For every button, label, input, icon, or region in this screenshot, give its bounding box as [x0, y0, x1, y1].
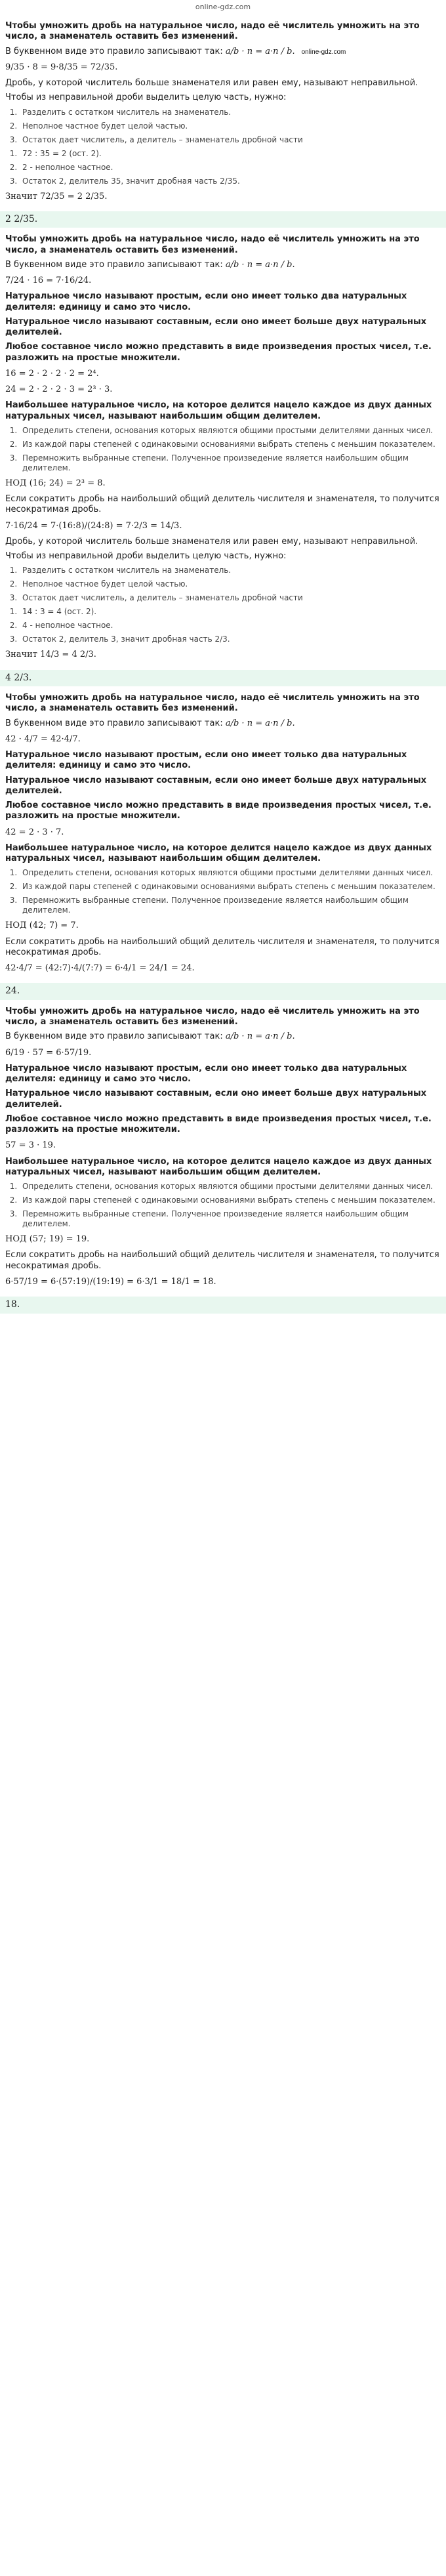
rule-multiply: Чтобы умножить дробь на натуральное число, надо её числитель умножить на это число, а знаменатель оставить без изменений.	[5, 234, 420, 255]
solution-block-2	[0, 228, 446, 669]
step: 3. Перемножить выбранные степени. Полученное произведение является наибольшим общим делителем.	[20, 1209, 441, 1229]
whole-steps-1	[5, 108, 441, 145]
step: 1. 72 : 35 = 2 (ост. 2).	[20, 149, 441, 159]
reduce-rule: Если сократить дробь на наибольший общий делитель числителя и знаменателя, то получится несократимая дробь.	[5, 494, 439, 515]
watermark: online-gdz.com	[301, 48, 346, 56]
gcd-def: Наибольшее натуральное число, на которое делится нацело каждое из двух данных натуральных чисел, называют наибольшим общим делителем.	[5, 400, 432, 421]
factor-rule: Любое составное число можно представить в виде произведения простых чисел, т.е. разложить на простые множители.	[5, 800, 432, 821]
reduce-2: 7·16/24 = 7·(16:8)/(24:8) = 7·2/3 = 14/3.	[5, 520, 182, 531]
step: 2. Из каждой пары степеней с одинаковыми основаниями выбрать степень с меньшим показателем.	[20, 440, 441, 449]
step: 3. Остаток дает числитель, а делитель – знаменатель дробной части	[20, 135, 441, 145]
reduce-3: 42·4/7 = (42:7)·4/(7:7) = 6·4/1 = 24/1 = 24.	[5, 963, 195, 973]
calc-4: 6/19 · 57 = 6·57/19.	[5, 1047, 92, 1058]
letter-form	[5, 260, 441, 270]
step: 1. Определить степени, основания которых являются общими простыми делителями данных чисел.	[20, 1182, 441, 1192]
whole-steps-2	[5, 566, 441, 603]
whole-part-intro: Чтобы из неправильной дроби выделить целую часть, нужно:	[5, 551, 287, 561]
step: 3. Остаток 2, делитель 3, значит дробная часть 2/3.	[20, 634, 441, 644]
step: 1. Разделить с остатком числитель на знаменатель.	[20, 566, 441, 575]
answer-1: 2 2/35.	[0, 211, 446, 228]
improper-def: Дробь, у которой числитель больше знаменателя или равен ему, называют неправильной.	[5, 78, 418, 88]
step: 2. 4 - неполное частное.	[20, 621, 441, 631]
step: 2. Из каждой пары степеней с одинаковыми основаниями выбрать степень с меньшим показателем.	[20, 1195, 441, 1205]
conclusion-2: Значит 14/3 = 4 2/3.	[5, 650, 96, 660]
answer-3: 24.	[0, 983, 446, 1000]
reduce-rule: Если сократить дробь на наибольший общий делитель числителя и знаменателя, то получится несократимая дробь.	[5, 1250, 439, 1271]
factor-57: 57 = 3 · 19.	[5, 1140, 56, 1151]
gcd-2: НОД (16; 24) = 2³ = 8.	[5, 478, 106, 488]
step: 2. 2 - неполное частное.	[20, 163, 441, 173]
letter-form-text: В буквенном виде это правило записывают так:	[5, 718, 223, 728]
improper-def: Дробь, у которой числитель больше знаменателя или равен ему, называют неправильной.	[5, 536, 418, 547]
gcd-steps-4	[5, 1182, 441, 1229]
solution-block-1	[0, 14, 446, 211]
natural-prime: Натуральное число называют простым, если оно имеет только два натуральных делителя: единицу и само это число.	[5, 291, 407, 312]
letter-form	[5, 718, 441, 729]
answer-4: 18.	[0, 1297, 446, 1314]
solution-block-4	[0, 1000, 446, 1297]
solution-block-3	[0, 686, 446, 983]
gcd-def: Наибольшее натуральное число, на которое делится нацело каждое из двух данных натуральных чисел, называют наибольшим общим делителем.	[5, 842, 432, 863]
step: 3. Перемножить выбранные степени. Полученное произведение является наибольшим общим делителем.	[20, 453, 441, 473]
step: 1. Определить степени, основания которых являются общими простыми делителями данных чисел.	[20, 868, 441, 878]
step: 2. Из каждой пары степеней с одинаковыми основаниями выбрать степень с меньшим показателем.	[20, 882, 441, 892]
letter-formula: a/b · n = a·n / b.	[225, 718, 295, 728]
reduce-4: 6·57/19 = 6·(57:19)/(19:19) = 6·3/1 = 18/1 = 18.	[5, 1276, 216, 1287]
site-logo: online-gdz.com	[195, 3, 251, 12]
natural-prime: Натуральное число называют простым, если оно имеет только два натуральных делителя: единицу и само это число.	[5, 750, 407, 771]
worked-steps-1	[5, 149, 441, 186]
answer-2: 4 2/3.	[0, 670, 446, 687]
step: 3. Остаток дает числитель, а делитель – знаменатель дробной части	[20, 593, 441, 603]
natural-composite: Натуральное число называют составным, если оно имеет больше двух натуральных делителей.	[5, 316, 427, 337]
step: 2. Неполное частное будет целой частью.	[20, 121, 441, 131]
gcd-steps-2	[5, 426, 441, 473]
factor-rule: Любое составное число можно представить в виде произведения простых чисел, т.е. разложить на простые множители.	[5, 342, 432, 363]
factor-42: 42 = 2 · 3 · 7.	[5, 827, 64, 837]
letter-form-text: В буквенном виде это правило записывают так:	[5, 46, 223, 56]
natural-prime: Натуральное число называют простым, если оно имеет только два натуральных делителя: единицу и само это число.	[5, 1063, 407, 1084]
step: 2. Неполное частное будет целой частью.	[20, 579, 441, 589]
gcd-3: НОД (42; 7) = 7.	[5, 921, 79, 931]
gcd-def: Наибольшее натуральное число, на которое делится нацело каждое из двух данных натуральных чисел, называют наибольшим общим делителем.	[5, 1156, 432, 1177]
reduce-rule: Если сократить дробь на наибольший общий делитель числителя и знаменателя, то получится несократимая дробь.	[5, 936, 439, 957]
letter-form	[5, 47, 441, 57]
factor-24: 24 = 2 · 2 · 2 · 3 = 2³ · 3.	[5, 384, 113, 394]
natural-composite: Натуральное число называют составным, если оно имеет больше двух натуральных делителей.	[5, 775, 427, 796]
letter-form	[5, 1031, 441, 1042]
rule-multiply: Чтобы умножить дробь на натуральное число, надо её числитель умножить на это число, а знаменатель оставить без изменений.	[5, 693, 420, 714]
factor-rule: Любое составное число можно представить в виде произведения простых чисел, т.е. разложить на простые множители.	[5, 1113, 432, 1134]
step: 1. Разделить с остатком числитель на знаменатель.	[20, 108, 441, 117]
calc-3: 42 · 4/7 = 42·4/7.	[5, 734, 81, 744]
worked-steps-2	[5, 607, 441, 644]
rule-multiply: Чтобы умножить дробь на натуральное число, надо её числитель умножить на это число, а знаменатель оставить без изменений.	[5, 1006, 420, 1027]
whole-part-intro: Чтобы из неправильной дроби выделить целую часть, нужно:	[5, 93, 287, 103]
gcd-steps-3	[5, 868, 441, 915]
natural-composite: Натуральное число называют составным, если оно имеет больше двух натуральных делителей.	[5, 1089, 427, 1110]
letter-formula: a/b · n = a·n / b.	[225, 259, 295, 270]
site-header	[0, 0, 446, 14]
step: 3. Остаток 2, делитель 35, значит дробная часть 2/35.	[20, 177, 441, 186]
factor-16: 16 = 2 · 2 · 2 · 2 = 2⁴.	[5, 368, 99, 379]
step: 1. Определить степени, основания которых являются общими простыми делителями данных чисел.	[20, 426, 441, 436]
calc-1: 9/35 · 8 = 9·8/35 = 72/35.	[5, 62, 118, 72]
step: 3. Перемножить выбранные степени. Полученное произведение является наибольшим общим делителем.	[20, 896, 441, 915]
gcd-4: НОД (57; 19) = 19.	[5, 1234, 90, 1244]
rule-multiply: Чтобы умножить дробь на натуральное число, надо её числитель умножить на это число, а знаменатель оставить без изменений.	[5, 21, 420, 42]
step: 1. 14 : 3 = 4 (ост. 2).	[20, 607, 441, 617]
letter-formula: a/b · n = a·n / b.	[225, 1031, 295, 1042]
calc-2: 7/24 · 16 = 7·16/24.	[5, 276, 92, 285]
letter-form-text: В буквенном виде это правило записывают так:	[5, 259, 223, 270]
letter-formula: a/b · n = a·n / b.	[225, 46, 295, 56]
letter-form-text: В буквенном виде это правило записывают так:	[5, 1031, 223, 1042]
conclusion-1: Значит 72/35 = 2 2/35.	[5, 191, 108, 201]
